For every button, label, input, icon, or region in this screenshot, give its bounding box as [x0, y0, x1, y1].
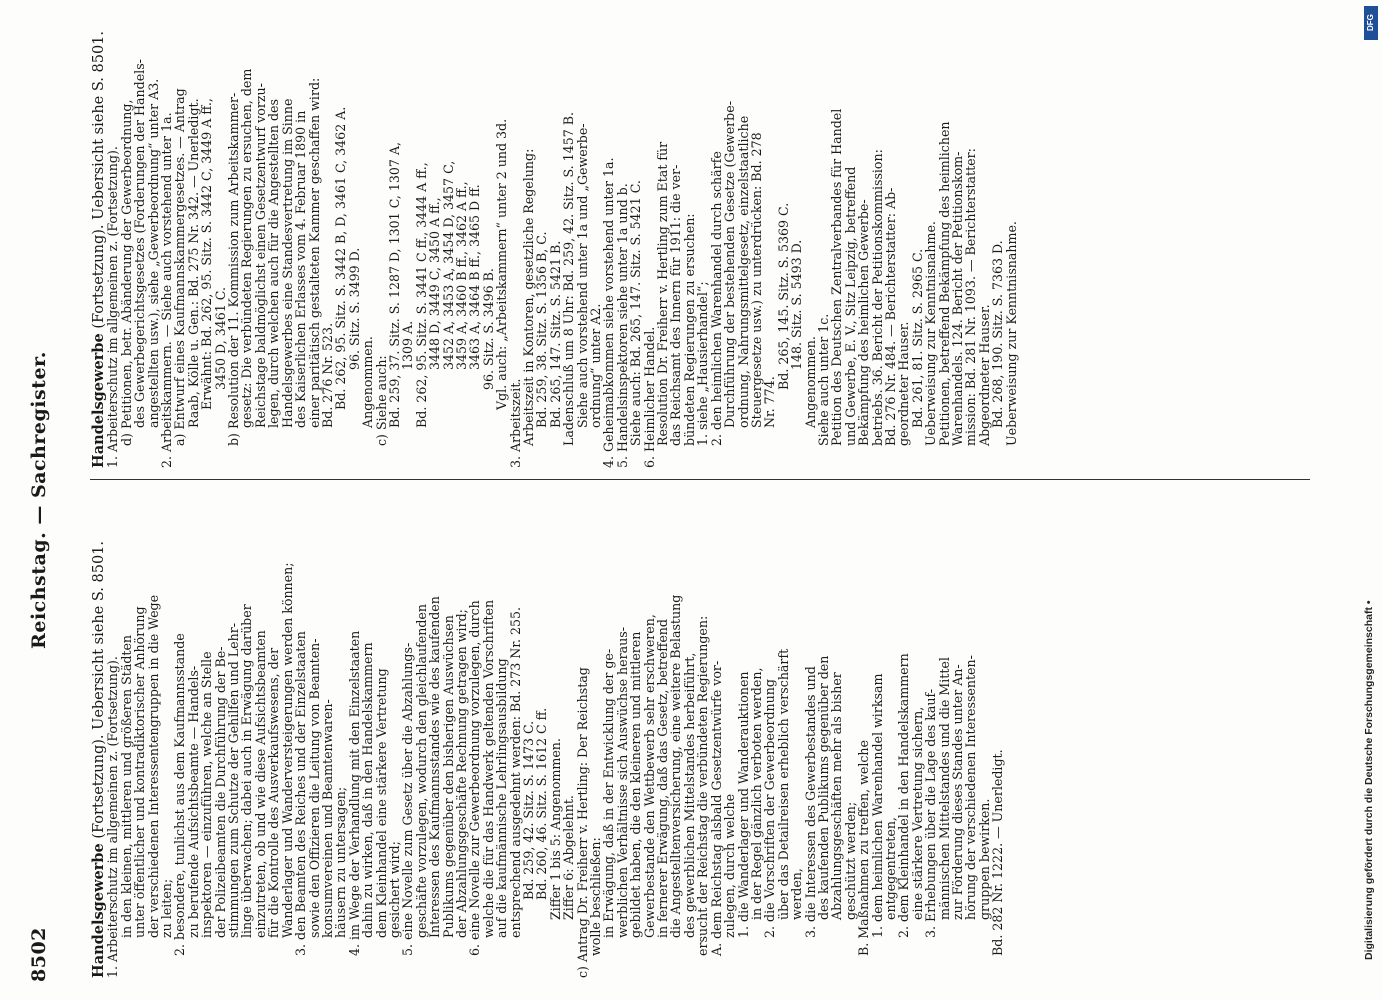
- index-line: b) Resolution der 11. Kommission zum Arbeitskammer-: [226, 92, 242, 446]
- index-line: Interessen des Kaufmannsstandes wie des kaufenden: [427, 596, 443, 938]
- index-line: auf die kaufmännische Lehrlingsausbildung: [494, 658, 510, 938]
- index-line: Petitionen, betreffend Bekämpfung des heimlichen: [936, 121, 952, 446]
- index-line: a) Entwurf eines Kaufmannskammergesetzes. — Antrag: [172, 88, 188, 446]
- index-line: 1. siehe „Hausierhandel“;: [695, 281, 711, 446]
- index-line: 3459 A, 3460 B ff., 3462 A ff.,: [453, 181, 469, 370]
- index-line: Bd. 282 Nr. 1222. — Unerledigt.: [990, 749, 1006, 956]
- index-line: 2. Arbeitskammern. — Siehe auch vorstehend unter 1a.: [159, 112, 175, 468]
- index-line: Publikums gegenüber den bisherigen Auswüchsen: [440, 615, 456, 938]
- index-line: Ziffer 6: Abgelehnt.: [561, 795, 577, 920]
- index-line: zur Förderung dieses Standes unter An-: [950, 664, 965, 920]
- index-line: Reichstage baldmöglichst einen Gesetzentwurf vorzu-: [252, 83, 268, 428]
- index-line: über das Detailreisen erheblich verschärft: [775, 648, 791, 920]
- index-line: B. Maßnahmen zu treffen, welche: [856, 740, 872, 956]
- index-line: entgegentreten,: [882, 817, 898, 920]
- index-line: werblichen Verhältnisse sich Auswüchse heraus-: [614, 627, 630, 938]
- index-line: 3450 D, 3461 C.: [212, 287, 228, 390]
- index-line: eine stärkere Vertretung sichern,: [909, 706, 925, 920]
- index-line: Erwähnt: Bd. 262, 95. Sitz. S. 3442 C, 3449 A ff.,: [199, 98, 215, 410]
- index-line: Siehe auch vorstehend unter 1a und „Gewerbe-: [574, 123, 590, 428]
- index-line: legen, durch welchen auch für die Angestellten des: [266, 99, 282, 428]
- index-line: Bd. 268, 190. Sitz. S. 7363 D.: [990, 240, 1006, 428]
- index-line: Ziffer 1 bis 5: Angenommen.: [547, 738, 563, 920]
- index-line: zu berufende Aufsichtsbeamte — Handels-: [185, 665, 201, 938]
- index-line: unter öffentlicher und kontradiktorischer Anhörung: [132, 606, 148, 938]
- index-line: in Erwägung, daß in der Entwicklung der ge-: [601, 648, 617, 938]
- right-entry-lines: [106, 22, 1018, 468]
- index-line: 1. die Wanderlager und Wanderauktionen: [735, 671, 751, 938]
- index-line: 2. besondere, tunlichst aus dem Kaufmannsstande: [172, 633, 188, 956]
- right-heading-term: Handelsgewerbe: [90, 333, 107, 468]
- index-line: Resolution Dr. Freiherr v. Hertling zum Etat für: [655, 141, 671, 446]
- dfg-badge: DFG: [1364, 6, 1378, 40]
- index-line: 3. Arbeitszeit.: [507, 378, 523, 468]
- index-line: Steuergesetze usw.) zu unterdrücken: Bd. 278: [748, 132, 764, 428]
- index-line: 3. Erhebungen über die Lage des kauf-: [923, 689, 939, 938]
- index-line: in den kleinen, mittleren und größeren Städten: [118, 634, 134, 938]
- index-line: des gewerblichen Mittelstandes herbeiführt,: [681, 652, 697, 938]
- index-line: Bd. 265, 145. Sitz. S. 5369 C.: [775, 202, 791, 390]
- index-line: 96. Sitz. S. 3496 B.: [480, 268, 496, 390]
- index-line: das Reichsamt des Innern für 1911: die ver-: [668, 164, 684, 446]
- index-line: der Polizeibeamten die Durchführung der Be-: [212, 646, 228, 938]
- index-line: 148. Sitz. S. 5493 D.: [789, 239, 805, 370]
- index-line: A. dem Reichstag alsbald Gesetzentwürfe vor-: [708, 660, 724, 956]
- index-line: Bd. 265, 147. Sitz. S. 5421 B.: [547, 240, 563, 428]
- index-line: Siehe auch: Bd. 265, 147. Sitz. S. 5421 C.: [628, 180, 644, 446]
- index-line: 3. die Interessen des Gewerbestandes und: [802, 666, 818, 938]
- index-line: Ueberweisung zur Kenntnisnahme.: [1003, 221, 1019, 446]
- index-line: des Gewerbegerichtsgesetzes (Forderungen der Handels-: [132, 59, 148, 428]
- index-line: geordneter Hauser.: [896, 321, 912, 446]
- right-column: [92, 22, 1312, 468]
- index-line: c) Siehe auch:: [373, 355, 389, 446]
- digitization-sidebar: [1356, 0, 1378, 1000]
- index-line: werden,: [789, 868, 805, 920]
- index-line: 4. im Wege der Verhandlung mit den Einzelstaaten: [346, 630, 362, 956]
- index-line: dem Kleinhandel eine stärkere Vertretung: [373, 668, 389, 938]
- index-line: welche die für das Handwerk geltenden Vorschriften: [480, 599, 496, 938]
- index-line: 5. eine Novelle zum Gesetz über die Abzahlungs-: [400, 642, 416, 956]
- index-line: Bd. 259, 42. Sitz. S. 1473 C.: [521, 720, 536, 900]
- index-line: für die Kontrolle des Ausverkaufswesens, der: [266, 647, 282, 938]
- index-line: in fernerer Erwägung, daß das Gesetz, betreffend: [655, 619, 671, 938]
- index-line: 1. Arbeiterschutz im allgemeinen z. (Fortsetzung).: [105, 146, 121, 468]
- index-line: mission: Bd. 281 Nr. 1093. — Berichterstatter:: [963, 148, 979, 446]
- index-line: wolle beschließen:: [588, 837, 604, 956]
- index-line: linge überwachen; dabei auch in Erwägung darüber: [239, 604, 255, 938]
- left-heading-term: Handelsgewerbe: [90, 843, 107, 978]
- index-line: Ladenschluß um 8 Uhr: Bd. 259, 42. Sitz. S. 1457 B.: [561, 112, 577, 446]
- left-column: [92, 492, 1312, 978]
- index-line: 5. Handelsinspektoren siehe unter 1a und b.: [614, 183, 630, 468]
- index-line: Nr. 774.: [762, 376, 778, 428]
- index-line: geschützt werden;: [842, 801, 858, 920]
- index-line: einer paritätisch gestalteten Kammer geschaffen wird:: [306, 77, 322, 428]
- index-line: c) Antrag Dr. Freiherr v. Hertling: Der Reichstag: [574, 667, 590, 978]
- index-line: gesichert wird;: [386, 841, 402, 938]
- index-line: 1309 A.: [400, 320, 416, 370]
- index-line: Petition des Deutschen Zentralverbandes für Handel: [829, 108, 845, 446]
- index-line: 96. Sitz. S. 3499 D.: [346, 247, 362, 370]
- index-line: Gewerbestande den Wettbewerb sehr erschweren,: [641, 614, 657, 938]
- right-heading-note: (Fortsetzung). Uebersicht siehe S. 8501.: [91, 31, 107, 334]
- index-line: Siehe auch unter 1c.: [815, 313, 831, 446]
- page-header: [18, 0, 58, 1000]
- index-line: gesetz: Die verbündeten Regierungen zu ersuchen, dem: [239, 68, 255, 428]
- index-line: zu leiten;: [159, 878, 175, 938]
- index-line: Bd. 262, 95. Sitz. S. 3441 C ff., 3444 A ff.,: [413, 162, 429, 428]
- index-line: Bd. 262, 95. Sitz. S. 3442 B, D, 3461 C, 3462 A.: [333, 106, 349, 410]
- index-line: Abzahlungsgeschäften mehr als bisher: [829, 672, 845, 920]
- index-line: gruppen bewirken.: [976, 798, 992, 920]
- index-line: Ueberweisung zur Kenntnisnahme.: [923, 221, 939, 446]
- index-line: des Kaiserlichen Erlasses vom 4. Februar 1890 in: [293, 110, 309, 428]
- index-line: Abgeordneter Hauser.: [976, 304, 992, 446]
- index-line: Angenommen.: [802, 336, 818, 428]
- index-line: Bd. 276 Nr. 523.: [319, 322, 335, 428]
- index-line: sowie den Offizieren die Leitung von Beamten-: [306, 638, 322, 938]
- index-line: ordnung, Nahrungsmittelgesetz, einzelstaatliche: [735, 115, 751, 428]
- index-line: Bd. 276 Nr. 484. — Berichterstatter: Ab-: [882, 187, 898, 446]
- index-line: 3452 A, 3453 A, 3454 D, 3457 C,: [440, 160, 456, 370]
- index-line: Angenommen.: [360, 336, 376, 428]
- index-line: 4. Geheimabkommen siehe vorstehend unter 1a.: [601, 157, 617, 468]
- index-line: Wanderlager und Wanderversteigerungen werden können;: [279, 562, 295, 938]
- index-line: konsumvereinen und Beamtenwaren-: [319, 699, 335, 938]
- column-divider: [90, 479, 1310, 480]
- index-line: 6. Heimlicher Handel.: [641, 326, 657, 468]
- index-line: stimmungen zum Schutze der Gehilfen und Lehr-: [226, 623, 242, 938]
- index-line: häusern zu untersagen;: [333, 786, 349, 938]
- digitization-notice: Digitalisierung gefördert durch die Deutsche Forschungsgemeinschaft •: [1363, 600, 1375, 960]
- index-line: Raab, Kölle u. Gen.: Bd. 275 Nr. 342. — Unerledigt.: [185, 98, 201, 428]
- index-line: Warenhandels. 124. Bericht der Petitionskom-: [950, 151, 965, 446]
- right-column-heading: [92, 22, 106, 468]
- index-line: ersucht der Reichstag die verbündeten Regierungen:: [695, 615, 711, 956]
- index-line: betriebs. 36. Bericht der Petitionskommission:: [869, 149, 885, 446]
- index-line: 2. den heimlichen Warenhandel durch schärfe: [708, 151, 724, 446]
- index-line: angestellten usw.), siehe „Gewerbeordnung“ unter A3.: [145, 78, 161, 428]
- index-line: Bd. 259, 38. Sitz. S. 1356 B, C.: [534, 231, 550, 428]
- index-line: und Gewerbe, E. V., Sitz Leipzig, betreffend: [842, 166, 858, 446]
- left-column-heading: [92, 492, 106, 978]
- index-line: 3. den Beamten des Reiches und der Einzelstaaten: [293, 631, 309, 956]
- index-line: Vgl. auch: „Arbeitskammern“ unter 2 und 3d.: [494, 118, 510, 410]
- index-line: in der Regel gänzlich verboten werden,: [748, 667, 764, 920]
- index-line: des kaufenden Publikums gegenüber den: [815, 655, 831, 920]
- index-line: der Abzahlungsgeschäfte Rechnung getragen wird;: [453, 609, 469, 938]
- index-line: bündeten Regierungen zu ersuchen:: [681, 213, 697, 446]
- index-line: entsprechend ausgedehnt werden: Bd. 273 Nr. 255.: [507, 606, 523, 938]
- index-line: gebildet haben, die den kleineren und mittleren: [628, 631, 644, 938]
- index-line: 3463 A, 3464 B ff., 3465 D ff.: [467, 184, 483, 370]
- index-line: einzutreten, ob und wie diese Aufsichtsbeamten: [252, 630, 268, 938]
- index-line: Handelsgewerbes eine Standesvertretung im Sinne: [279, 98, 295, 428]
- index-line: der verschiedenen Interessentengruppen in die Wege: [145, 594, 161, 938]
- index-line: Bd. 260, 46. Sitz. S. 1612 C ff.: [534, 707, 550, 900]
- index-line: Arbeitszeit in Kontoren, gesetzliche Regelung:: [521, 148, 536, 446]
- running-title: Reichstag. — Sachregister.: [28, 351, 50, 649]
- index-line: dahin zu wirken, daß in den Handelskammern: [360, 642, 376, 938]
- left-entry-lines: [106, 492, 1004, 978]
- index-line: Durchführung der bestehenden Gesetze (Gewerbe-: [722, 101, 738, 428]
- index-line: d) Petitionen, betr. Abänderung der Gewerbeordnung,: [118, 99, 134, 446]
- index-line: 3448 D, 3449 C, 3450 A ff.,: [427, 197, 443, 370]
- index-line: zulegen, durch welche: [722, 793, 738, 938]
- left-heading-note: (Fortsetzung). Uebersicht siehe S. 8501.: [91, 541, 107, 844]
- index-line: männischen Mittelstandes und die Mittel: [936, 657, 952, 920]
- page-number: 8502: [28, 927, 50, 982]
- index-line: Bd. 259, 37. Sitz. S. 1287 D, 1301 C, 1307 A,: [386, 141, 402, 428]
- index-line: 1. dem heimlichen Warenhandel wirksam: [869, 673, 885, 938]
- index-line: Bd. 261, 81. Sitz. S. 2965 C.: [909, 248, 925, 428]
- index-line: Bekämpfung des heimlichen Gewerbe-: [856, 199, 872, 446]
- index-line: 1. Arbeiterschutz im allgemeinen z. (Fortsetzung).: [105, 656, 121, 978]
- index-line: geschäfte vorzulegen, wodurch den gleichlaufenden: [413, 604, 429, 938]
- index-line: 2. die Vorschriften der Gewerbeordnung: [762, 679, 778, 938]
- index-line: die Angestelltenversicherung, eine weitere Belastung: [668, 594, 684, 938]
- index-line: 2. dem Kleinhandel in den Handelskammern: [896, 653, 912, 938]
- index-line: hörung der verschiedenen Interessenten-: [963, 655, 979, 920]
- index-line: 6. eine Novelle zur Gewerbeordnung vorzulegen, durch: [467, 600, 483, 956]
- index-line: ordnung“ unter A2.: [588, 303, 604, 428]
- index-line: inspektoren — einzuführen, welche an Stelle: [199, 651, 215, 938]
